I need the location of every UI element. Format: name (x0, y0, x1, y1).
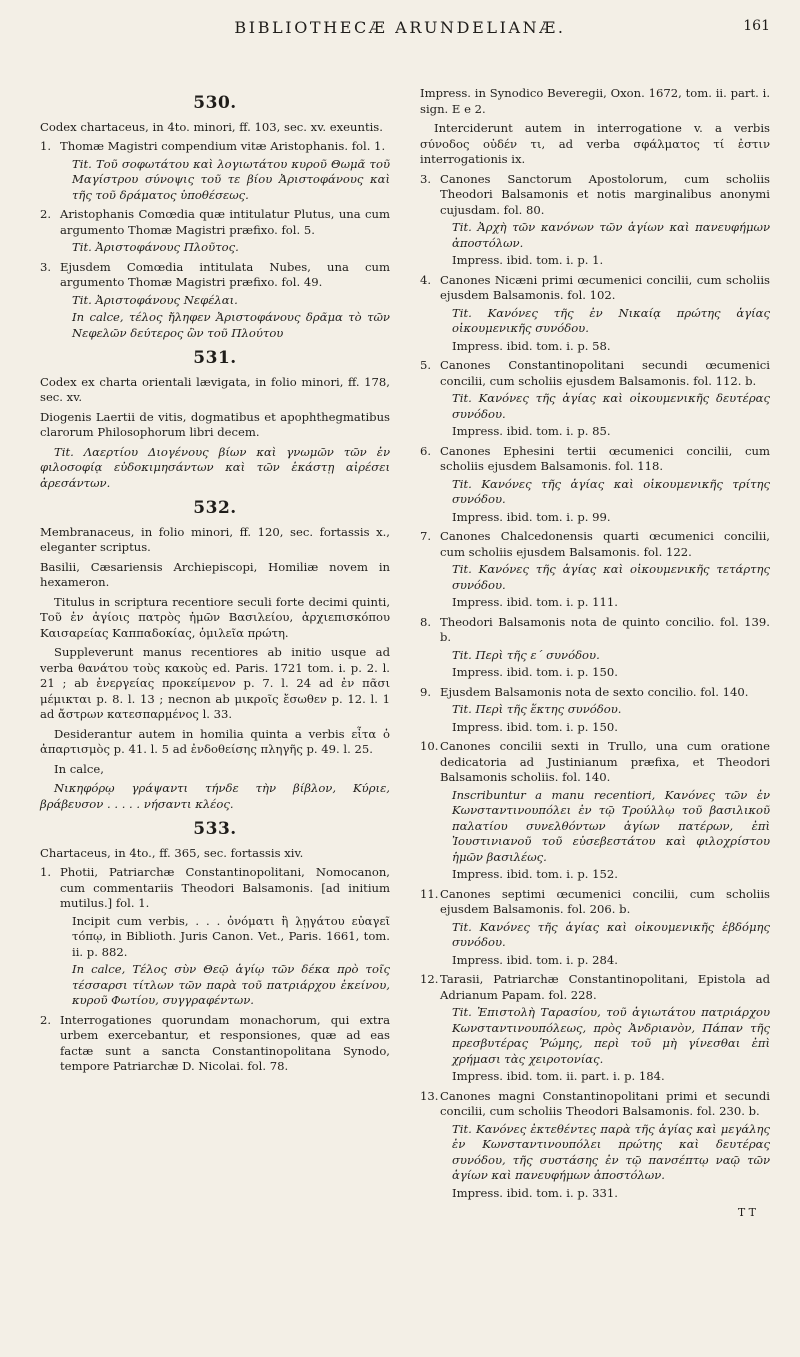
running-title: BIBLIOTHECÆ ARUNDELIANÆ. (234, 18, 566, 37)
codex-530-item (40, 207, 390, 256)
item-text: Canones Nicæni primi œcumenici concilii, cum scholiis ejusdem Balsamonis. fol. 102. (440, 272, 770, 302)
codex-533-item (420, 615, 770, 681)
codex-533-item (420, 887, 770, 969)
item-text: Canones septimi œcumenici concilii, cum scholiis ejusdem Balsamonis. fol. 206. b. (440, 886, 770, 916)
item-title: Tit. Περὶ τῆς ἕκτης συνόδου. (452, 702, 622, 716)
codex-533-item (40, 865, 390, 1009)
continuation-lacuna-note: Interciderunt autem in interrogatione v. a verbis σύνοδος οὐδέν τι, ad verba σφάλματος τί ἐστιν interrogationis ix. (420, 121, 770, 166)
item-number: 5. (420, 358, 432, 372)
codex-531-title: Tit. Λαερτίου Διογένους βίων καὶ γνωμῶν τῶν ἐν φιλοσοφίᾳ εὐδοκιμησάντων καὶ τῶν ἑκάστῃ αἱρέσει ἀρεσάντων. (40, 444, 390, 490)
item-title: Tit. Κανόνες τῆς ἁγίας καὶ οἰκουμενικῆς τετάρτης συνόδου. (452, 562, 770, 592)
item-number: 2. (40, 207, 52, 221)
item-imprint: Impress. ibid. tom. i. p. 152. (452, 867, 618, 881)
item-title: Tit. Ἀριστοφάνους Πλοῦτος. (72, 240, 239, 254)
item-text: Ejusdem Balsamonis nota de sexto concilio. fol. 140. (440, 684, 749, 699)
codex-533-item (420, 1089, 770, 1202)
codex-532-colophon: Νικηφόρῳ γράψαντι τήνδε τὴν βίβλον, Κύριε, βράβευσον . . . . . νήσαντι κλέος. (40, 781, 390, 811)
item-title: Tit. Περὶ τῆς ε΄ συνόδου. (452, 647, 600, 662)
codex-530-item (40, 260, 390, 342)
item-imprint: Impress. ibid. tom. ii. part. i. p. 184. (452, 1069, 665, 1083)
continuation-imprint: Impress. in Synodico Beveregii, Oxon. 1672, tom. ii. part. i. sign. E e 2. (420, 86, 770, 116)
item-title: Tit. Κανόνες τῆς ἁγίας καὶ οἰκουμενικῆς ἑβδόμης συνόδου. (452, 919, 770, 949)
codex-530-item (40, 139, 390, 203)
item-text: Theodori Balsamonis nota de quinto concilio. fol. 139. b. (440, 614, 770, 644)
item-number: 2. (40, 1012, 52, 1027)
codex-533-item (420, 972, 770, 1085)
item-text: Thomæ Magistri compendium vitæ Aristophanis. fol. 1. (60, 139, 386, 153)
codex-531-number: 531. (193, 348, 237, 368)
codex-533-number: 533. (193, 819, 237, 839)
item-number: 1. (40, 139, 52, 153)
item-number: 8. (420, 614, 432, 629)
codex-533-item (40, 1013, 390, 1075)
item-title: Tit. Κανόνες τῆς ἁγίας καὶ οἰκουμενικῆς δευτέρας συνόδου. (452, 391, 770, 421)
signature-mark: T T (737, 1206, 756, 1219)
codex-532-supplement-note: Suppleverunt manus recentiores ab initio usque ad verba θανάτου τοὺς κακοὺς ed. Paris. 1721 tom. i. p. 2. l. 21 ; ab ἐνεργείας προκείμενον p. 7. l. 24 ad ἐν πᾶσι μέμικται p. 8. l. 13 ; necnon ab μικροῖς ἔσωθεν p. 12. l. 1 ad ἄστρων κατεσπαρμένος l. 33. (40, 645, 390, 721)
codex-533-description: Chartaceus, in 4to., ff. 365, sec. fortassis xiv. (40, 845, 304, 860)
right-column (420, 86, 770, 1221)
item-number: 3. (40, 259, 52, 274)
item-title: Tit. Κανόνες ἐκτεθέντες παρὰ τῆς ἁγίας καὶ μεγάλης ἐν Κωνσταντινουπόλει πρώτης καὶ δευτέρας συνόδου, τῆς συστάσης ἐν τῷ πανσέπτῳ ναῷ τῶν ἁγίων καὶ πανευφήμων ἀποστόλων. (452, 1121, 770, 1182)
item-imprint: Impress. ibid. tom. i. p. 99. (452, 509, 611, 524)
codex-533-item (420, 529, 770, 611)
item-title: Tit. Ἀριστοφάνους Νεφέλαι. (72, 292, 238, 307)
item-text: Canones magni Constantinopolitani primi et secundi concilii, cum scholiis Theodori Balsamonis. fol. 230. b. (440, 1088, 770, 1118)
item-imprint: Impress. ibid. tom. i. p. 85. (452, 424, 611, 438)
codex-531-body: Diogenis Laertii de vitis, dogmatibus et apophthegmatibus clarorum Philosophorum libri decem. (40, 409, 390, 439)
codex-532-calce-label: In calce, (54, 761, 104, 776)
item-colophon: In calce, τέλος ἤληφεν Ἀριστοφάνους δρᾶμα τὸ τῶν Νεφελῶν δεύτερος ὢν τοῦ Πλούτου (72, 310, 390, 340)
item-number: 6. (420, 443, 432, 458)
item-imprint: Impress. ibid. tom. i. p. 58. (452, 338, 611, 353)
item-imprint: Impress. ibid. tom. i. p. 111. (452, 595, 618, 609)
item-text: Canones Ephesini tertii œcumenici concilii, cum scholiis ejusdem Balsamonis. fol. 118. (440, 443, 770, 473)
codex-532-lacuna-note: Desiderantur autem in homilia quinta a verbis εἶτα ὁ ἀπαρτισμὸς p. 41. l. 5 ad ἐνδοθείσης πληγῆς p. 49. l. 25. (40, 726, 390, 756)
left-column (40, 86, 390, 1079)
codex-533-item (420, 739, 770, 883)
item-number: 9. (420, 684, 432, 699)
item-text: Photii, Patriarchæ Constantinopolitani, Nomocanon, cum commentariis Theodori Balsamonis. [ad initium mutilus.] fol. 1. (60, 865, 390, 910)
item-title: Tit. Ἐπιστολὴ Ταρασίου, τοῦ ἁγιωτάτου πατριάρχου Κωνσταντινουπόλεως, πρὸς Ἀνδριανὸν, Πάπαν τῆς πρεσβυτέρας Ῥώμης, περὶ τοῦ μὴ γίνεσθαι ἐπὶ χρήμασι τὰς χειροτονίας. (452, 1005, 770, 1066)
item-number: 1. (40, 865, 52, 879)
item-incipit: Incipit cum verbis, . . . ὀνόματι ἢ λῃγάτου εὐαγεῖ τόπῳ, in Biblioth. Juris Canon. Vet., Paris. 1661, tom. ii. p. 882. (72, 913, 390, 959)
item-text: Canones Sanctorum Apostolorum, cum scholiis Theodori Balsamonis et notis marginalibus anonymi cujusdam. fol. 80. (440, 171, 770, 217)
codex-532-title-note: Titulus in scriptura recentiore seculi forte decimi quinti, Τοῦ ἐν ἁγίοις πατρὸς ἡμῶν Βασιλείου, ἀρχιεπισκόπου Καισαρείας Καππαδοκίας, ὁμιλεῖα πρώτη. (40, 594, 390, 640)
codex-532-description: Membranaceus, in folio minori, ff. 120, sec. fortassis x., eleganter scriptus. (40, 524, 390, 554)
codex-532-body: Basilii, Cæsariensis Archiepiscopi, Homiliæ novem in hexameron. (40, 559, 390, 589)
item-text: Aristophanis Comœdia quæ intitulatur Plutus, una cum argumento Thomæ Magistri præfixo. fol. 5. (60, 207, 390, 237)
codex-533-item (420, 358, 770, 440)
item-number: 4. (420, 272, 432, 287)
item-text: Canones Constantinopolitani secundi œcumenici concilii, cum scholiis ejusdem Balsamonis. fol. 112. b. (440, 358, 770, 388)
running-head (0, 18, 800, 46)
item-number: 13. (420, 1088, 439, 1103)
item-imprint: Impress. ibid. tom. i. p. 331. (452, 1185, 618, 1200)
codex-533-item (420, 444, 770, 526)
item-text: Canones concilii sexti in Trullo, una cum oratione dedicatoria ad Justinianum præfixa, et Theodori Balsamonis scholiis. fol. 140. (440, 739, 770, 784)
codex-532-number: 532. (193, 498, 237, 518)
item-title: Tit. Κανόνες τῆς ἁγίας καὶ οἰκουμενικῆς τρίτης συνόδου. (452, 476, 770, 506)
item-title: Tit. Κανόνες τῆς ἐν Νικαίᾳ πρώτης ἁγίας οἰκουμενικῆς συνόδου. (452, 305, 770, 335)
codex-533-item (420, 172, 770, 269)
item-colophon: In calce, Τέλος σὺν Θεῷ ἁγίῳ τῶν δέκα πρὸ τοῖς τέσσαρσι τίτλων τῶν παρὰ τοῦ πατριάρχου ἐκείνου, κυροῦ Φωτίου, συγγραφέντων. (72, 962, 390, 1007)
item-text: Canones Chalcedonensis quarti œcumenici concilii, cum scholiis ejusdem Balsamonis. fol. 122. (440, 529, 770, 559)
item-number: 7. (420, 529, 432, 543)
item-number: 3. (420, 171, 432, 186)
item-number: 12. (420, 972, 439, 986)
page-number: 161 (743, 18, 770, 34)
codex-533-item (420, 273, 770, 355)
item-number: 10. (420, 739, 439, 753)
item-text: Tarasii, Patriarchæ Constantinopolitani, Epistola ad Adrianum Papam. fol. 228. (440, 972, 770, 1002)
codex-530-description: Codex chartaceus, in 4to. minori, ff. 103, sec. xv. exeuntis. (40, 119, 383, 134)
item-title: Inscribuntur a manu recentiori, Κανόνες τῶν ἐν Κωνσταντινουπόλει ἐν τῷ Τρούλλῳ τοῦ βασιλικοῦ παλατίου συνελθόντων ἁγίων πατέρων, ἐπὶ Ἰουστινιανοῦ τοῦ εὐσεβεστάτου καὶ φιλοχρίστου ἡμῶν βασιλέως. (452, 787, 770, 864)
item-number: 11. (420, 886, 439, 901)
codex-530-number: 530. (193, 93, 237, 113)
item-imprint: Impress. ibid. tom. i. p. 284. (452, 952, 618, 967)
item-imprint: Impress. ibid. tom. i. p. 150. (452, 719, 618, 734)
item-title: Tit. Ἀρχὴ τῶν κανόνων τῶν ἁγίων καὶ πανευφήμων ἀποστόλων. (452, 220, 770, 250)
codex-533-item (420, 685, 770, 736)
item-imprint: Impress. ibid. tom. i. p. 1. (452, 253, 604, 267)
item-imprint: Impress. ibid. tom. i. p. 150. (452, 665, 618, 679)
codex-531-description: Codex ex charta orientali lævigata, in folio minori, ff. 178, sec. xv. (40, 374, 390, 404)
item-text: Ejusdem Comœdia intitulata Nubes, una cum argumento Thomæ Magistri præfixo. fol. 49. (60, 259, 390, 289)
item-text: Interrogationes quorundam monachorum, qui extra urbem exercebantur, et responsiones, quæ ad eas factæ sunt a sancta Constantinopolitana Synodo, tempore Patriarchæ D. Nicolai. fol. 78. (60, 1012, 390, 1073)
item-title: Tit. Τοῦ σοφωτάτου καὶ λογιωτάτου κυροῦ Θωμᾶ τοῦ Μαγίστρου σύνοψις τοῦ τε βίου Ἀριστοφάνους καὶ τῆς τοῦ δράματος ὑποθέσεως. (72, 156, 390, 202)
